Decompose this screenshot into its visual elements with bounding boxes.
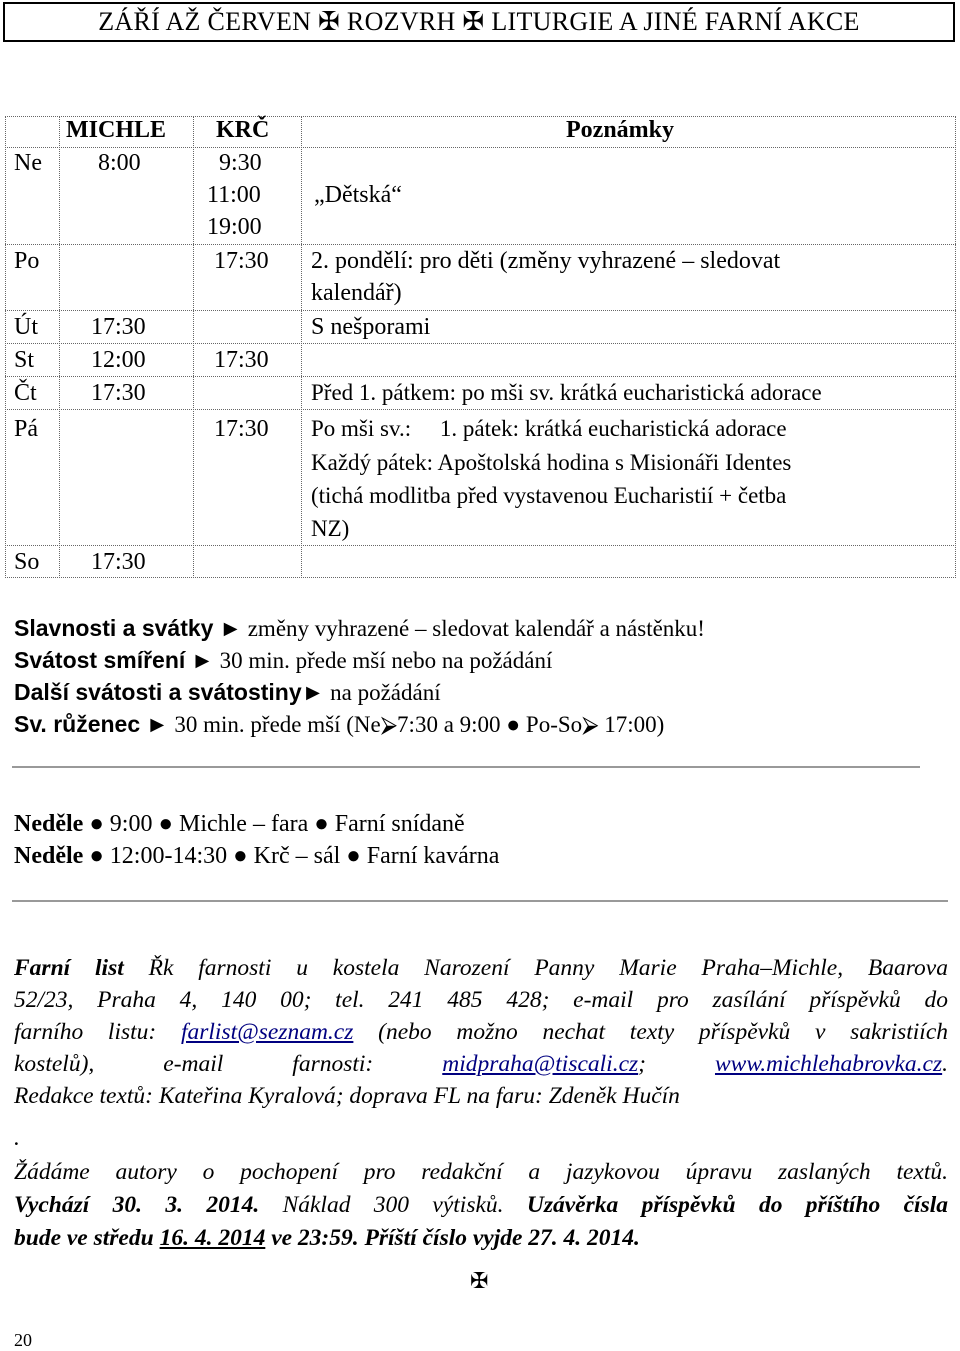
krc-time: 19:00 [207, 214, 262, 240]
divider [12, 900, 948, 902]
day-cell: So [14, 549, 40, 575]
table-border-right [955, 116, 956, 578]
email-link-parish[interactable]: midpraha@tiscali.cz [442, 1051, 639, 1077]
footer-text: Řk farnosti u kostela Narození Panny Marie Praha–Michle, Baarova [148, 955, 948, 981]
footer-line: kostelů), e-mail farnosti: midpraha@tiscali.cz; www.michlehabrovka.cz. [14, 1051, 948, 1077]
michle-time: 17:30 [91, 380, 146, 406]
footer-line [14, 1016, 948, 1048]
note-text: S nešporami [311, 314, 431, 340]
service-label: Svátost smíření [14, 647, 186, 673]
krc-time: 11:00 [207, 182, 261, 208]
footer-line [14, 952, 948, 984]
column-header-michle: MICHLE [66, 117, 167, 143]
cross-icon: ✠ [470, 1268, 489, 1293]
footer-text: 52/23, Praha 4, 140 00; tel. 241 485 428; e-mail pro zasílání příspěvků do [14, 987, 948, 1013]
deadline-date: 16. 4. 2014 [159, 1225, 266, 1251]
event-line [14, 840, 499, 872]
note-text: 2. pondělí: pro děti (změny vyhrazené – sledovat [311, 248, 781, 274]
issue-line [14, 1222, 948, 1254]
issue-deadline: Uzávěrka příspěvků do příštího čísla [526, 1192, 948, 1218]
krc-time: 17:30 [214, 248, 269, 274]
service-text: na požádání [330, 680, 441, 705]
email-link-farlist[interactable]: farlist@seznam.cz [180, 1019, 354, 1045]
table-rule [5, 343, 956, 344]
table-rule [5, 310, 956, 311]
day-cell: Čt [14, 380, 37, 406]
arrow-icon: ► [191, 648, 214, 673]
column-header-krc: KRČ [216, 117, 270, 143]
footer-text: Redakce textů: Kateřina Kyralová; doprava FL na faru: Zdeněk Hučín [14, 1083, 680, 1109]
footer-text: (nebo možno nechat texty příspěvků v sakristiích [378, 1019, 949, 1045]
michle-time: 17:30 [91, 314, 146, 340]
service-label: Slavnosti a svátky [14, 615, 214, 641]
michle-time: 12:00 [91, 347, 146, 373]
service-line [14, 708, 664, 741]
day-cell: Ne [14, 150, 42, 176]
table-rule [5, 409, 956, 410]
issue-print-run: Náklad 300 výtisků. [282, 1192, 504, 1218]
service-line [14, 644, 552, 677]
footer-text: kostelů), e-mail farnosti: [14, 1051, 374, 1077]
service-label: Další svátosti a svátostiny [14, 679, 302, 705]
krc-time: 17:30 [214, 416, 269, 442]
note-text: kalendář) [311, 280, 402, 306]
service-text: 30 min. přede mší nebo na požádání [219, 648, 553, 673]
arrow-icon: ► [145, 712, 169, 737]
note-text: „Dětská“ [314, 182, 402, 208]
arrow-icon: ► [301, 680, 325, 705]
arrow-icon: ► [219, 616, 242, 641]
michle-time: 17:30 [91, 549, 146, 575]
michle-time: 8:00 [98, 150, 141, 176]
service-text: změny vyhrazené – sledovat kalendář a nástěnku! [247, 616, 705, 641]
service-label: Sv. růženec [14, 711, 141, 737]
column-header-notes: Poznámky [566, 117, 674, 143]
page-title: ZÁŘÍ AŽ ČERVEN ✠ ROZVRH ✠ LITURGIE A JINÉ FARNÍ AKCE [98, 7, 860, 36]
page-number: 20 [14, 1330, 32, 1350]
issue-date: Vychází 30. 3. 2014. [14, 1192, 260, 1218]
note-text: Před 1. pátkem: po mši sv. krátká eucharistická adorace [311, 380, 822, 405]
table-divider [59, 116, 60, 578]
website-link[interactable]: www.michlehabrovka.cz [714, 1051, 943, 1077]
krc-time: 9:30 [219, 150, 262, 176]
service-text: 30 min. přede mší (Ne⮚7:30 a 9:00 ● Po-So⮚ 17:00) [174, 712, 665, 737]
event-day: Neděle [14, 811, 84, 837]
note-text: (tichá modlitba před vystavenou Eucharistií + četba [311, 483, 787, 508]
table-rule [5, 147, 956, 148]
table-divider [193, 116, 194, 578]
event-text: ● 9:00 ● Michle – fara ● Farní snídaně [89, 811, 465, 837]
table-divider [301, 116, 302, 578]
footer-line [14, 1080, 948, 1112]
service-line [14, 676, 441, 709]
table-rule [5, 545, 956, 546]
day-cell: Út [14, 314, 38, 340]
event-text: ● 12:00-14:30 ● Krč – sál ● Farní kavárna [89, 843, 500, 869]
issue-text: ve 23:59. Příští číslo vyjde 27. 4. 2014. [271, 1225, 640, 1251]
event-day: Neděle [14, 843, 84, 869]
note-text: NZ) [311, 516, 350, 541]
note-text: Po mši sv.: 1. pátek: krátká eucharistická adorace [311, 416, 787, 441]
footer-line [14, 984, 948, 1016]
day-cell: Po [14, 248, 40, 274]
day-cell: St [14, 347, 35, 373]
table-border-left [5, 116, 6, 578]
divider [12, 766, 920, 768]
day-cell: Pá [14, 416, 38, 442]
footer-text: farního listu: [14, 1019, 157, 1045]
footer-dot: . [14, 1125, 20, 1151]
issue-line [14, 1189, 948, 1221]
farni-list-label: Farní list [14, 955, 124, 981]
request-line: Žádáme autory o pochopení pro redakční a jazykovou úpravu zaslaných textů. [14, 1159, 948, 1185]
service-line [14, 612, 705, 645]
krc-time: 17:30 [214, 347, 269, 373]
table-rule [5, 577, 956, 578]
event-line [14, 808, 465, 840]
issue-text: bude ve středu [14, 1225, 154, 1251]
note-text: Každý pátek: Apoštolská hodina s Misionáři Identes [311, 450, 792, 475]
